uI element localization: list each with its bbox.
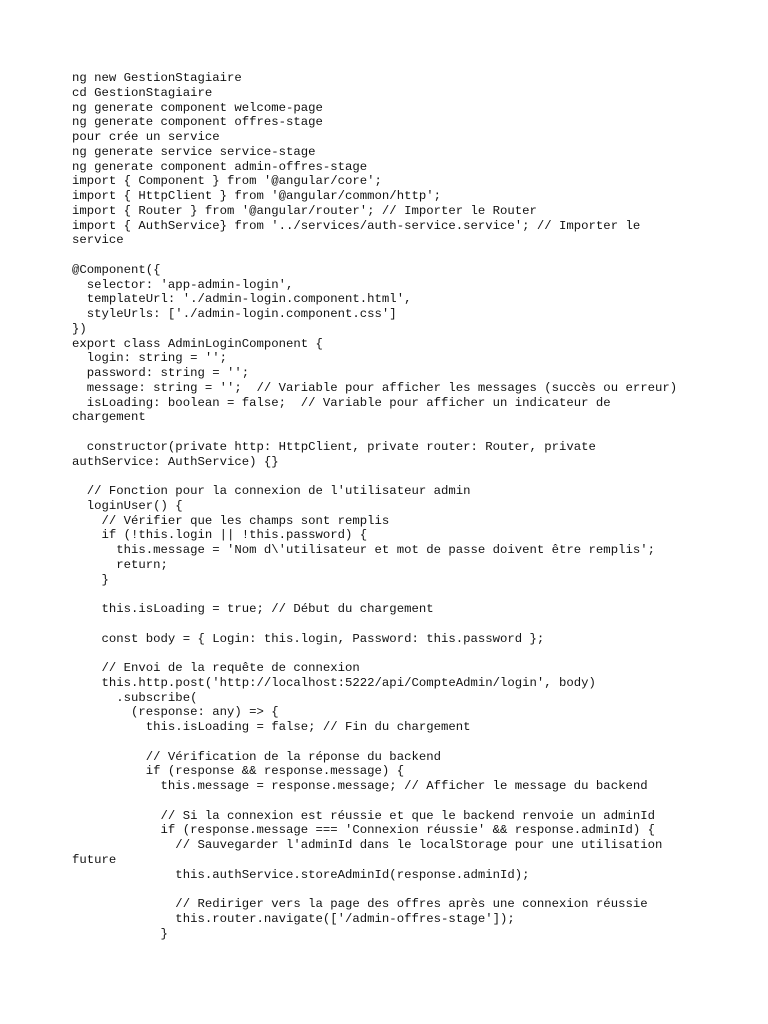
code-line	[72, 469, 712, 484]
code-line: .subscribe(	[72, 690, 198, 705]
code-line: chargement	[72, 410, 146, 425]
code-line: this.authService.storeAdminId(response.adminId);	[72, 867, 530, 882]
code-listing	[72, 71, 712, 941]
code-line	[72, 587, 712, 602]
code-line: this.router.navigate(['/admin-offres-stage']);	[72, 911, 515, 926]
code-line: ng new GestionStagiaire	[72, 71, 242, 85]
code-line: import { HttpClient } from '@angular/common/http';	[72, 189, 441, 203]
code-line: message: string = ''; // Variable pour afficher les messages (succès ou erreur)	[72, 380, 678, 395]
code-line	[72, 617, 712, 632]
code-line: this.isLoading = false; // Fin du chargement	[72, 720, 471, 734]
code-line: cd GestionStagiaire	[72, 85, 213, 100]
code-line: export class AdminLoginComponent {	[72, 336, 323, 351]
code-line: pour crée un service	[72, 130, 220, 144]
code-line: this.isLoading = true; // Début du chargement	[72, 602, 434, 616]
code-line: ng generate component welcome-page	[72, 100, 323, 115]
code-line: // Fonction pour la connexion de l'utilisateur admin	[72, 484, 471, 498]
code-line: // Vérifier que les champs sont remplis	[72, 513, 390, 528]
code-line	[72, 882, 712, 897]
code-line: (response: any) => {	[72, 705, 279, 720]
code-line: authService: AuthService) {}	[72, 454, 279, 469]
code-line	[72, 248, 712, 263]
code-line: import { Component } from '@angular/core';	[72, 174, 382, 189]
code-line: isLoading: boolean = false; // Variable pour afficher un indicateur de	[72, 395, 611, 410]
code-line: password: string = '';	[72, 366, 250, 380]
code-line: service	[72, 233, 124, 248]
code-line: // Sauvegarder l'adminId dans le localStorage pour une utilisation	[72, 838, 663, 852]
code-line: // Rediriger vers la page des offres après une connexion réussie	[72, 897, 648, 911]
code-line: templateUrl: './admin-login.component.html',	[72, 292, 412, 307]
code-line: if (response.message === 'Connexion réussie' && response.adminId) {	[72, 823, 655, 838]
code-line: login: string = '';	[72, 351, 227, 366]
code-line: import { AuthService} from '../services/auth-service.service'; // Importer le	[72, 218, 641, 233]
code-line: }	[72, 572, 109, 587]
code-line: this.message = 'Nom d\'utilisateur et mot de passe doivent être remplis';	[72, 543, 655, 557]
code-line: }	[72, 926, 168, 941]
code-line: ng generate component offres-stage	[72, 115, 323, 130]
code-line: import { Router } from '@angular/router'; // Importer le Router	[72, 203, 537, 218]
code-line: this.message = response.message; // Afficher le message du backend	[72, 779, 648, 793]
code-line: this.http.post('http://localhost:5222/api/CompteAdmin/login', body)	[72, 675, 596, 690]
code-line: ng generate service service-stage	[72, 144, 316, 159]
code-line: ng generate component admin-offres-stage	[72, 159, 368, 174]
code-line: future	[72, 852, 117, 867]
code-line: // Si la connexion est réussie et que le backend renvoie un adminId	[72, 808, 655, 823]
code-line	[72, 646, 712, 661]
code-line: return;	[72, 557, 168, 572]
code-line	[72, 794, 712, 809]
code-line: if (!this.login || !this.password) {	[72, 528, 368, 543]
code-line: })	[72, 321, 87, 336]
code-line: // Vérification de la réponse du backend	[72, 749, 441, 764]
code-line: @Component({	[72, 262, 161, 277]
code-line: styleUrls: ['./admin-login.component.css']	[72, 307, 397, 321]
code-line	[72, 735, 712, 750]
code-line: selector: 'app-admin-login',	[72, 277, 294, 292]
code-line: loginUser() {	[72, 498, 183, 513]
code-line: constructor(private http: HttpClient, private router: Router, private	[72, 439, 596, 454]
code-line: if (response && response.message) {	[72, 764, 405, 779]
code-line: const body = { Login: this.login, Password: this.password };	[72, 631, 545, 646]
code-line: // Envoi de la requête de connexion	[72, 661, 360, 675]
code-line	[72, 425, 712, 440]
